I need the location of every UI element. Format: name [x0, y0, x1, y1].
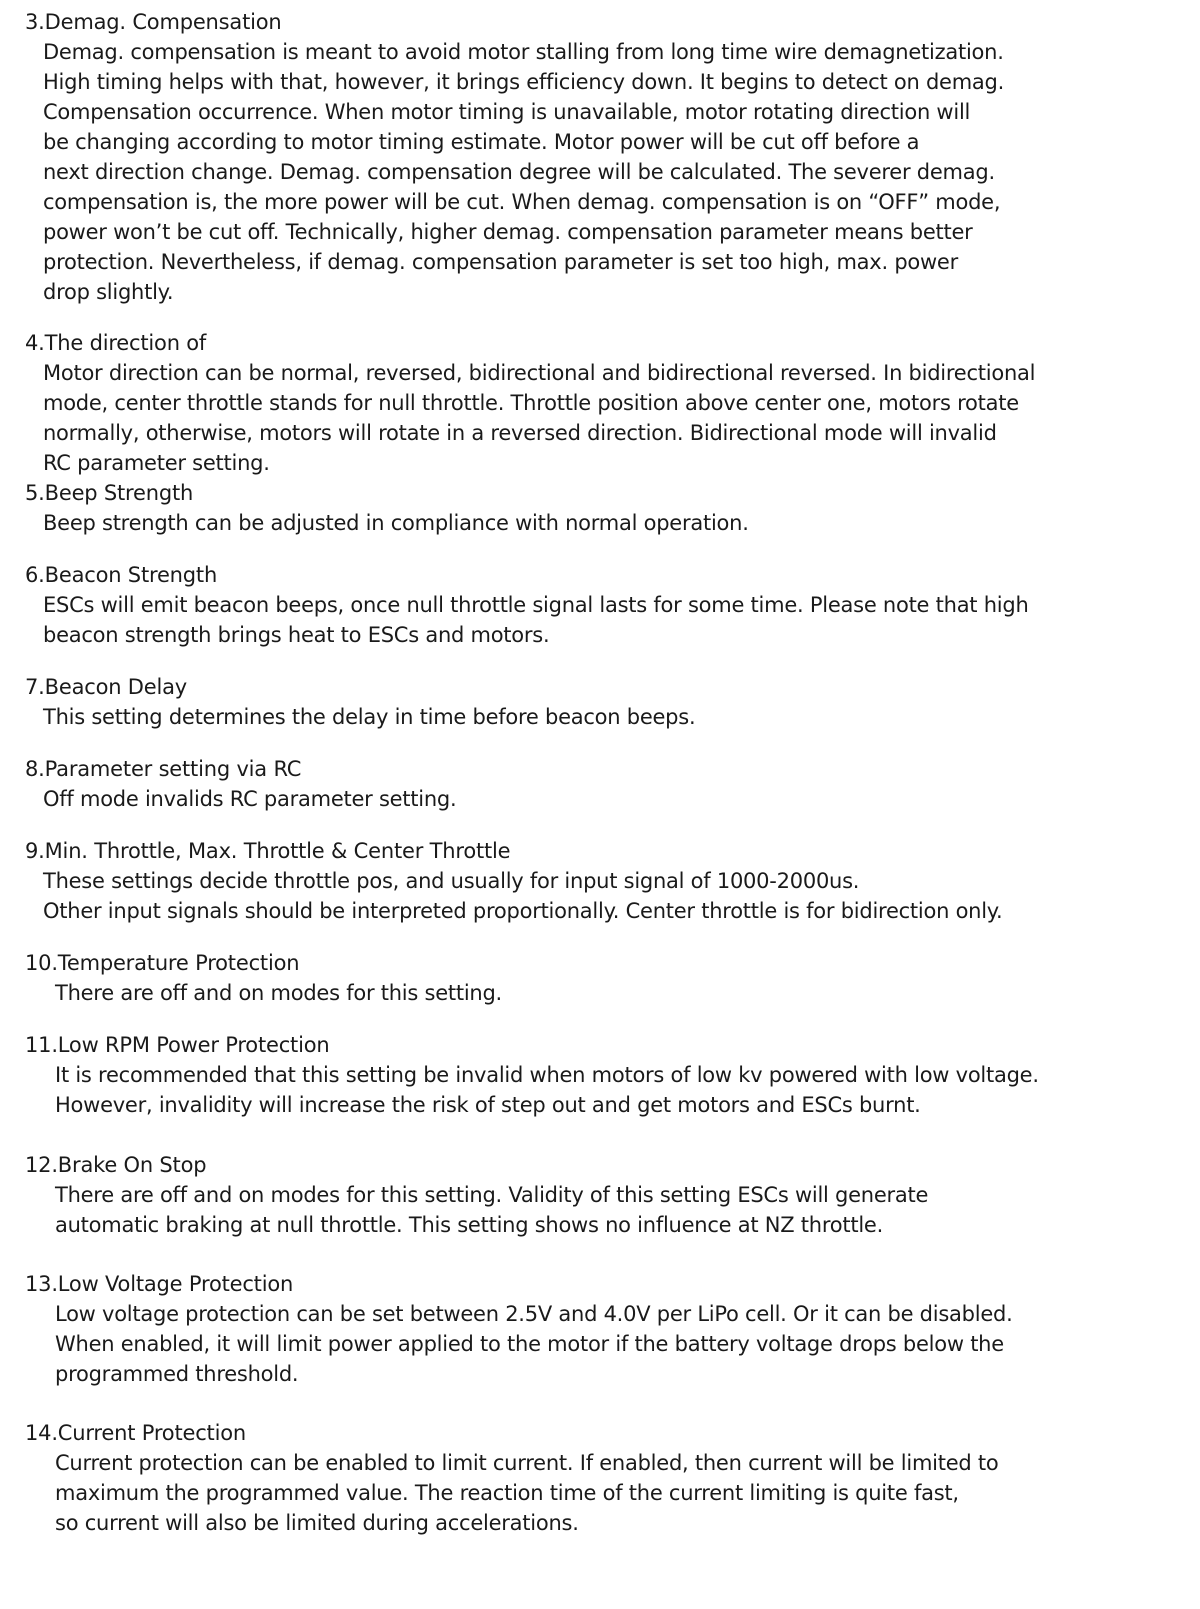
section-line: Demag. compensation is meant to avoid motor stalling from long time wire demagnetization. — [43, 40, 1004, 64]
section-line: compensation is, the more power will be cut. When demag. compensation is on “OFF” mode, — [43, 190, 1001, 214]
section-line: drop slightly. — [43, 280, 174, 304]
section-heading: 10.Temperature Protection — [25, 951, 300, 975]
section-line: RC parameter setting. — [43, 451, 270, 475]
section-line: These settings decide throttle pos, and usually for input signal of 1000-2000us. — [43, 869, 860, 893]
section-line: Compensation occurrence. When motor timing is unavailable, motor rotating direction will — [43, 100, 971, 124]
section-line: so current will also be limited during accelerations. — [55, 1511, 579, 1535]
section-line: be changing according to motor timing estimate. Motor power will be cut off before a — [43, 130, 920, 154]
section-heading: 6.Beacon Strength — [25, 563, 218, 587]
section-line: maximum the programmed value. The reaction time of the current limiting is quite fast, — [55, 1481, 959, 1505]
section-heading: 11.Low RPM Power Protection — [25, 1033, 330, 1057]
section-line: There are off and on modes for this setting. — [55, 981, 502, 1005]
section-line: beacon strength brings heat to ESCs and motors. — [43, 623, 550, 647]
section-line: It is recommended that this setting be invalid when motors of low kv powered with low voltage. — [55, 1063, 1039, 1087]
section-line: Off mode invalids RC parameter setting. — [43, 787, 457, 811]
section-line: When enabled, it will limit power applied to the motor if the battery voltage drops below the — [55, 1332, 1004, 1356]
section-heading: 14.Current Protection — [25, 1421, 246, 1445]
section-line: automatic braking at null throttle. This setting shows no influence at NZ throttle. — [55, 1213, 883, 1237]
section-heading: 4.The direction of — [25, 331, 207, 355]
section-line: Current protection can be enabled to limit current. If enabled, then current will be limited to — [55, 1451, 999, 1475]
section-heading: 8.Parameter setting via RC — [25, 757, 302, 781]
section-heading: 5.Beep Strength — [25, 481, 194, 505]
section-line: Low voltage protection can be set between 2.5V and 4.0V per LiPo cell. Or it can be disabled. — [55, 1302, 1013, 1326]
section-heading: 3.Demag. Compensation — [25, 10, 282, 34]
section-line: next direction change. Demag. compensation degree will be calculated. The severer demag. — [43, 160, 995, 184]
section-line: There are off and on modes for this setting. Validity of this setting ESCs will generate — [55, 1183, 929, 1207]
section-heading: 12.Brake On Stop — [25, 1153, 207, 1177]
section-heading: 7.Beacon Delay — [25, 675, 188, 699]
section-line: power won’t be cut off. Technically, higher demag. compensation parameter means better — [43, 220, 973, 244]
section-line: Motor direction can be normal, reversed, bidirectional and bidirectional reversed. In bidirectional — [43, 361, 1036, 385]
section-line: However, invalidity will increase the risk of step out and get motors and ESCs burnt. — [55, 1093, 921, 1117]
section-line: High timing helps with that, however, it brings efficiency down. It begins to detect on demag. — [43, 70, 1005, 94]
section-line: protection. Nevertheless, if demag. compensation parameter is set too high, max. power — [43, 250, 958, 274]
section-line: Other input signals should be interpreted proportionally. Center throttle is for bidirection only. — [43, 899, 1003, 923]
section-heading: 9.Min. Throttle, Max. Throttle & Center Throttle — [25, 839, 511, 863]
section-line: mode, center throttle stands for null throttle. Throttle position above center one, motors rotate — [43, 391, 1019, 415]
section-line: This setting determines the delay in time before beacon beeps. — [43, 705, 696, 729]
section-line: programmed threshold. — [55, 1362, 299, 1386]
section-heading: 13.Low Voltage Protection — [25, 1272, 294, 1296]
section-line: normally, otherwise, motors will rotate in a reversed direction. Bidirectional mode will invalid — [43, 421, 997, 445]
section-line: Beep strength can be adjusted in compliance with normal operation. — [43, 511, 749, 535]
section-line: ESCs will emit beacon beeps, once null throttle signal lasts for some time. Please note that high — [43, 593, 1029, 617]
